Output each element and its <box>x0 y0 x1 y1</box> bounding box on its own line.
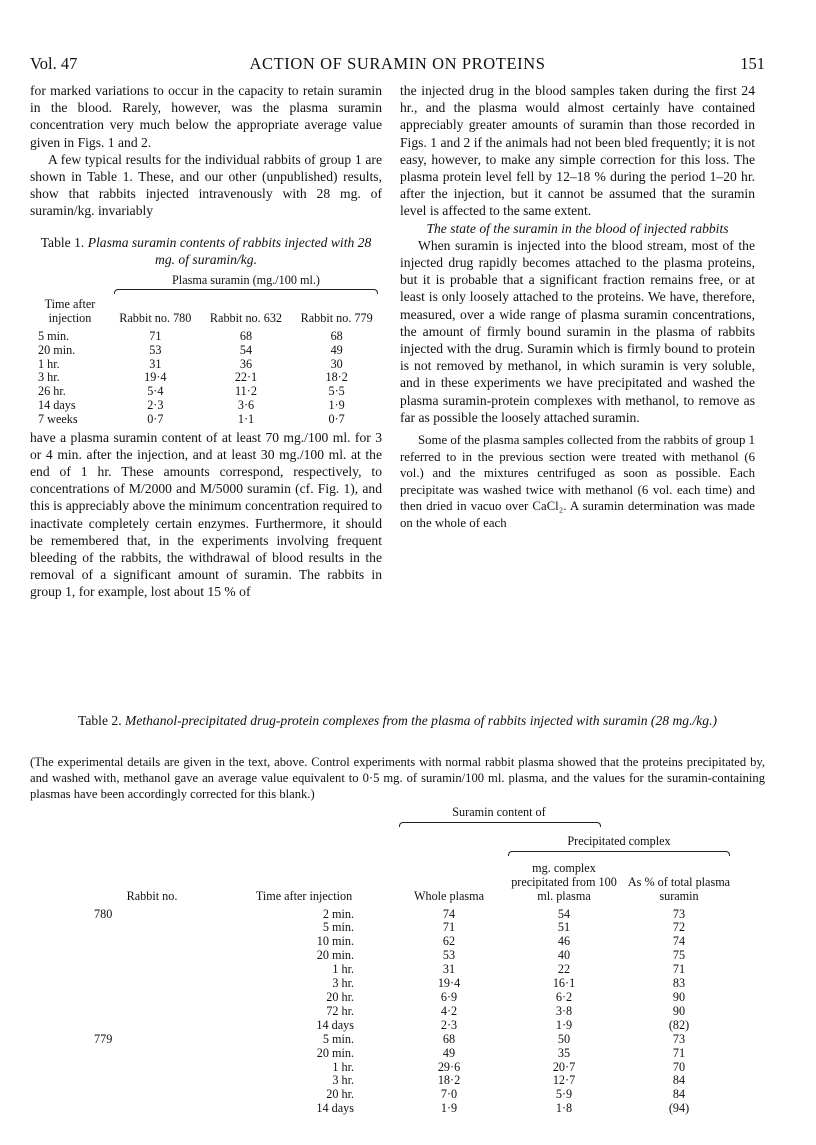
table1-value-cell: 68 <box>239 329 253 344</box>
table2-whole-cell: 6·9 <box>440 989 458 1004</box>
table2-caption <box>30 712 765 729</box>
table2-rabbit-cell <box>90 921 214 935</box>
table2-mg-cell: 20·7 <box>552 1059 576 1074</box>
table2-rabbit-cell <box>90 1088 214 1102</box>
table1-value-cell: 0·7 <box>328 411 345 426</box>
table2-rabbit-cell <box>90 963 214 977</box>
paragraph: When suramin is injected into the blood stream, most of the injected drug rapidly becomes attached to the plasma proteins, but it is probable that a significant fraction remains free, or at least is only loosely attached to the proteins. We have, therefore, measured, over a wide range of plasma suramin concentrations, the amount of firmly bound suramin in the plasma of rabbits injected with the drug. Suramin which is firmly bound to protein is not removed by methanol, in which suramin is very soluble, and in these experiments we have precipitated and washed the plasma suramin-protein complexes with methanol, to remove as far as possible the loosely attached suramin. <box>400 237 755 425</box>
table2-time-cell: 72 hr. <box>326 1003 354 1018</box>
table2-whole-cell: 29·6 <box>437 1059 461 1074</box>
table1-value-cell: 36 <box>239 356 253 371</box>
table1-row <box>30 371 382 385</box>
paragraph: A few typical results for the individual rabbits of group 1 are shown in Table 1. These, and our other (unpublished) results, show that rabbits injected intravenously with 28 mg. of suramin/kg. invariably <box>30 151 382 219</box>
table2-pct-cell: 72 <box>672 920 686 935</box>
table2-mg-cell: 3·8 <box>555 1003 573 1018</box>
table1-value-cell: 49 <box>330 342 343 357</box>
table2-mg-cell: 1·8 <box>555 1101 573 1116</box>
table1-value-cell: 1·9 <box>328 398 345 412</box>
table2-col-header: Time after injection <box>255 888 353 903</box>
table1-time-cell: 7 weeks <box>38 411 78 426</box>
table2-col-header: Rabbit no. <box>126 888 178 903</box>
table1-row <box>30 385 382 399</box>
running-title: ACTION OF SURAMIN ON PROTEINS <box>249 54 546 73</box>
table2-rabbit-cell <box>90 991 214 1005</box>
table1-col-header: Rabbit no. 780 <box>119 311 192 326</box>
table1-value-cell: 2·3 <box>147 398 164 412</box>
table2-whole-cell: 19·4 <box>437 976 461 991</box>
table2-whole-cell: 31 <box>442 962 456 977</box>
table2-row <box>90 1088 734 1102</box>
running-header <box>30 54 765 78</box>
paragraph: for marked variations to occur in the capacity to retain suramin in the blood. Rarely, however, was the plasma suramin concentration very much below the appropriate average value given in Figs. 1 and 2. <box>30 83 382 150</box>
table1 <box>30 274 382 427</box>
table2-col-header: mg. complex precipitated from 100 ml. plasma <box>511 860 617 903</box>
table2-mg-cell: 51 <box>557 920 571 935</box>
table1-col-header: Rabbit no. 779 <box>300 311 373 326</box>
table1-col-header: Rabbit no. 632 <box>209 311 283 326</box>
table2-rabbit-cell <box>90 1047 214 1061</box>
table2-col-header: As % of total plasma suramin <box>627 874 731 903</box>
paragraph-small: Some of the plasma samples collected from the rabbits of group 1 referred to in the previous section were treated with methanol (6 vol.) and the mixtures centrifuged as soon as possible. Each precipitate was washed twice with methanol (6 vol. each time) and then dried in vacuo over CaCl₂. A suramin determination was made on the whole of each <box>400 433 755 531</box>
table2-mg-cell: 12·7 <box>552 1073 576 1088</box>
right-column <box>400 82 755 532</box>
table1-group-header <box>110 274 382 299</box>
table2-row <box>90 977 734 991</box>
table2-row <box>90 949 734 963</box>
table2-row <box>90 1019 734 1033</box>
table2-row <box>90 1074 734 1088</box>
table2-mg-cell: 54 <box>557 906 571 921</box>
table2-rabbit-cell <box>90 977 214 991</box>
table1-row <box>30 399 382 413</box>
table1-time-cell: 20 min. <box>38 342 76 357</box>
table2-subgroup-header-label: Precipitated complex <box>567 833 671 848</box>
table1-value-cell: 31 <box>149 356 162 371</box>
table2-rabbit-cell <box>90 1074 214 1088</box>
table1-row <box>30 413 382 427</box>
table2-pct-cell: 74 <box>672 934 686 949</box>
table2-time-cell: 1 hr. <box>332 1059 354 1074</box>
table2-caption-prefix: Table 2. <box>78 713 122 728</box>
table2-rabbit-cell <box>90 1102 214 1116</box>
table2-row <box>90 1102 734 1116</box>
table2-caption-text: Methanol-precipitated drug-protein complexes from the plasma of rabbits injected with suramin (28 mg./kg.) <box>125 713 717 728</box>
table2-row <box>90 1047 734 1061</box>
table2-pct-cell: (94) <box>668 1101 690 1116</box>
table2-pct-cell: 70 <box>672 1059 686 1074</box>
table2-row <box>90 991 734 1005</box>
table1-value-cell: 53 <box>149 342 162 357</box>
table2-rabbit-cell <box>90 935 214 949</box>
table1-time-header: Time after injection <box>44 297 96 326</box>
table2-mg-cell: 1·9 <box>555 1017 573 1032</box>
table2-time-cell: 20 hr. <box>326 989 354 1004</box>
table1-row <box>30 344 382 358</box>
table2 <box>90 806 734 1116</box>
table2-whole-cell: 62 <box>442 934 456 949</box>
table2-mg-cell: 5·9 <box>555 1087 573 1102</box>
table1-value-cell: 0·7 <box>147 411 164 426</box>
table2-time-cell: 1 hr. <box>332 962 354 977</box>
table1-value-cell: 18·2 <box>325 370 348 385</box>
table2-row <box>90 1061 734 1075</box>
table2-whole-cell: 7·0 <box>440 1087 458 1102</box>
table2-pct-cell: 84 <box>672 1073 686 1088</box>
table2-whole-cell: 1·9 <box>440 1101 458 1116</box>
table1-value-cell: 3·6 <box>237 398 255 412</box>
table2-pct-cell: 90 <box>672 1003 686 1018</box>
table2-time-cell: 20 hr. <box>326 1087 354 1102</box>
table2-pct-cell: 71 <box>672 1045 686 1060</box>
table1-time-cell: 26 hr. <box>38 384 66 399</box>
journal-page <box>30 54 765 1124</box>
table1-value-cell: 54 <box>239 342 253 357</box>
table2-whole-cell: 2·3 <box>440 1017 458 1032</box>
table2-time-cell: 14 days <box>316 1101 354 1116</box>
table2-pct-cell: 84 <box>672 1087 686 1102</box>
table1-value-cell: 5·5 <box>328 384 345 399</box>
table2-time-cell: 20 min. <box>316 948 354 963</box>
table2-whole-cell: 18·2 <box>437 1073 461 1088</box>
table2-mg-cell: 22 <box>557 962 571 977</box>
table2-mg-cell: 16·1 <box>552 976 576 991</box>
table2-row <box>90 935 734 949</box>
table2-group-header-label: Suramin content of <box>452 805 546 819</box>
table2-pct-cell: 75 <box>672 948 686 963</box>
section-title: The state of the suramin in the blood of injected rabbits <box>426 220 729 236</box>
table2-rabbit-cell <box>90 1019 214 1033</box>
table2-time-cell: 10 min. <box>316 934 354 949</box>
paragraph: have a plasma suramin content of at least 70 mg./100 ml. for 3 or 4 min. after the injection, and at least 30 mg./100 ml. at the end of 1 hr. These amounts correspond, respectively, to concentrations of M/2000 and M/5000 suramin (cf. Fig. 1), and this is appreciably above the minimum concentration required to inactivate completely certain enzymes. Furthermore, it should be remembered that, in the experiments involving frequent bleeding of the rabbits, the withdrawal of blood results in the removal of a significant amount of suramin. The rabbits in group 1, for example, lost about 15 % of <box>30 429 382 600</box>
table1-caption <box>30 234 382 268</box>
table2-rabbit-cell: 780 <box>94 906 113 921</box>
table2-time-cell: 14 days <box>316 1017 354 1032</box>
volume-label: Vol. 47 <box>30 54 78 73</box>
table2-time-cell: 2 min. <box>322 906 354 921</box>
paragraph: the injected drug in the blood samples taken during the first 24 hr., and the plasma would almost certainly have contained appreciably greater amounts of suramin than those recorded in Figs. 1 and 2 if the animals had not been bled frequently; it is not easy, however, to make any simple correction for this loss. The plasma protein level fell by 12–18 % during the period 1–20 hr. after the injection, but it cannot be assumed that the suramin level is affected to the same extent. <box>400 83 755 219</box>
table2-time-cell: 5 min. <box>322 1031 354 1046</box>
table2-pct-cell: (82) <box>668 1017 690 1032</box>
table2-mg-cell: 50 <box>557 1031 571 1046</box>
table2-time-cell: 3 hr. <box>332 1073 354 1088</box>
left-column <box>30 82 382 601</box>
table2-whole-cell: 71 <box>442 920 456 935</box>
table2-row <box>90 963 734 977</box>
table1-value-cell: 22·1 <box>234 370 258 385</box>
table1-time-cell: 3 hr. <box>38 370 60 385</box>
table1-value-cell: 1·1 <box>237 411 255 426</box>
table2-column-header-row <box>90 856 734 908</box>
table1-row <box>30 358 382 372</box>
table2-pct-cell: 71 <box>672 962 686 977</box>
table1-value-cell: 71 <box>149 329 162 344</box>
table2-pct-cell: 83 <box>672 976 686 991</box>
table1-value-cell: 19·4 <box>144 370 167 385</box>
table2-mg-cell: 6·2 <box>555 989 573 1004</box>
table1-brace <box>114 289 378 294</box>
table2-col-header: Whole plasma <box>413 888 485 903</box>
table2-group-header <box>394 806 734 827</box>
table2-pct-cell: 73 <box>672 1031 686 1046</box>
table1-value-cell: 30 <box>330 356 343 371</box>
table2-time-cell: 5 min. <box>322 920 354 935</box>
table2-row <box>90 908 734 922</box>
table1-caption-prefix: Table 1. <box>40 234 85 250</box>
table2-whole-cell: 68 <box>442 1031 456 1046</box>
table2-subgroup-header <box>504 827 734 856</box>
table1-value-cell: 11·2 <box>235 384 257 399</box>
table2-whole-cell: 4·2 <box>440 1003 458 1018</box>
table1-column-header-row <box>30 298 382 330</box>
table2-pct-cell: 90 <box>672 989 686 1004</box>
table1-group-header-label: Plasma suramin (mg./100 ml.) <box>172 272 320 287</box>
table2-mg-cell: 46 <box>557 934 571 949</box>
table2-group-header-row <box>90 806 734 827</box>
table1-group-header-row <box>30 274 382 299</box>
table2-row <box>90 921 734 935</box>
table1-row <box>30 330 382 344</box>
table2-time-cell: 20 min. <box>316 1045 354 1060</box>
table1-caption-text: Plasma suramin contents of rabbits injected with 28 mg. of suramin/kg. <box>87 234 372 267</box>
table2-rabbit-cell <box>90 1005 214 1019</box>
table1-value-cell: 68 <box>330 329 343 344</box>
table2-mg-cell: 40 <box>557 948 571 963</box>
table2-pct-cell: 73 <box>672 906 686 921</box>
table2-mg-cell: 35 <box>557 1045 571 1060</box>
table1-time-cell: 5 min. <box>38 329 70 344</box>
table2-whole-cell: 74 <box>442 906 456 921</box>
table2-subgroup-header-row <box>90 827 734 856</box>
table2-whole-cell: 49 <box>442 1045 456 1060</box>
table2-note: (The experimental details are given in the text, above. Control experiments with normal rabbit plasma showed that the proteins precipitated by, and washed with, methanol gave an average value equivalent to 0·5 mg. of suramin/100 ml. plasma, and the values for the suramin-containing plasmas have been accordingly corrected for this blank.) <box>30 755 765 801</box>
table2-time-cell: 3 hr. <box>332 976 354 991</box>
table1-time-cell: 14 days <box>38 398 76 412</box>
table2-rabbit-cell <box>90 949 214 963</box>
table1-value-cell: 5·4 <box>147 384 164 399</box>
page-number: 151 <box>740 54 765 73</box>
table2-row <box>90 1005 734 1019</box>
table2-row <box>90 1033 734 1047</box>
table2-whole-cell: 53 <box>442 948 456 963</box>
table1-time-cell: 1 hr. <box>38 356 60 371</box>
table2-rabbit-cell: 779 <box>94 1031 113 1046</box>
table2-rabbit-cell <box>90 1061 214 1075</box>
